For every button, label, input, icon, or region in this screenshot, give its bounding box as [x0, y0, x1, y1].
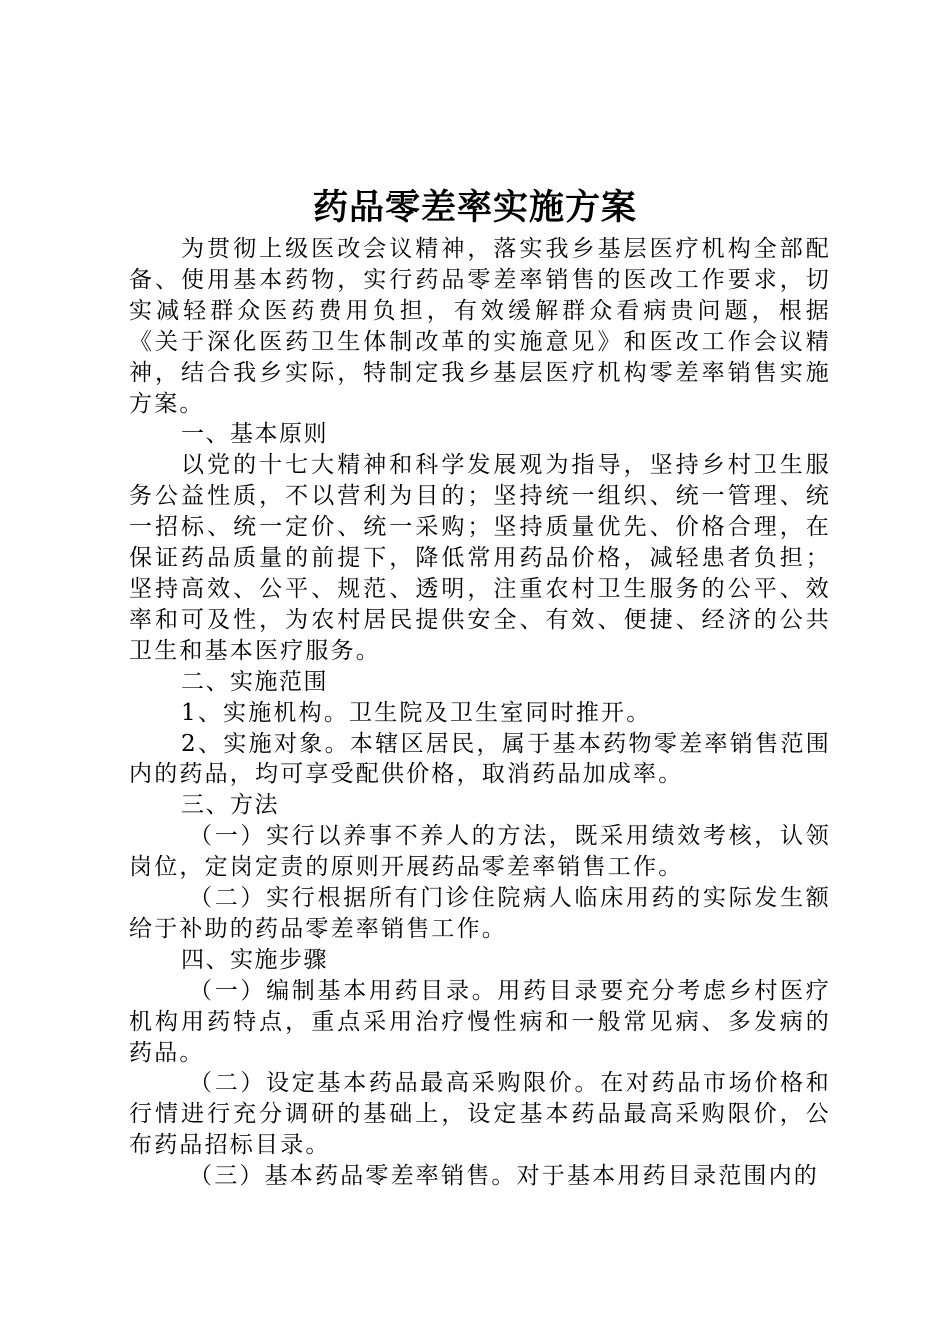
- intro-paragraph: 为贯彻上级医改会议精神，落实我乡基层医疗机构全部配备、使用基本药物，实行药品零差率销售的医改工作要求，切实减轻群众医药费用负担，有效缓解群众看病贵问题，根据《关于深化医药卫生体制改革的实施意见》和医改工作会议精神，结合我乡实际，特制定我乡基层医疗机构零差率销售实施方案。: [129, 236, 831, 417]
- methods-item-1: （一）实行以养事不养人的方法，既采用绩效考核，认领岗位，定岗定责的原则开展药品零差率销售工作。: [129, 823, 831, 881]
- steps-item-1: （一）编制基本用药目录。用药目录要充分考虑乡村医疗机构用药特点，重点采用治疗慢性病和一般常见病、多发病的药品。: [129, 977, 831, 1066]
- section-heading-steps: 四、实施步骤: [181, 946, 328, 973]
- section-heading-principles: 一、基本原则: [181, 421, 328, 448]
- section-heading-scope: 二、实施范围: [181, 668, 328, 695]
- document-body: [129, 234, 831, 1192]
- scope-item-targets: 2、实施对象。本辖区居民，属于基本药物零差率销售范围内的药品，均可享受配供价格，取消药品加成率。: [129, 730, 831, 788]
- methods-item-2: （二）实行根据所有门诊住院病人临床用药的实际发生额给于补助的药品零差率销售工作。: [129, 885, 831, 942]
- steps-item-2: （二）设定基本药品最高采购限价。在对药品市场价格和行情进行充分调研的基础上，设定基本药品最高采购限价，公布药品招标目录。: [129, 1070, 831, 1159]
- steps-item-3: （三）基本药品零差率销售。对于基本用药目录范围内的: [189, 1163, 819, 1190]
- document-title: 药品零差率实施方案: [312, 187, 637, 228]
- scope-item-institutions: 1、实施机构。卫生院及卫生室同时推开。: [181, 699, 652, 726]
- section-heading-methods: 三、方法: [181, 792, 279, 819]
- principles-paragraph: 以党的十七大精神和科学发展观为指导，坚持乡村卫生服务公益性质，不以营利为目的；坚持统一组织、统一管理、统一招标、统一定价、统一采购；坚持质量优先、价格合理，在保证药品质量的前提下，降低常用药品价格，减轻患者负担；坚持高效、公平、规范、透明，注重农村卫生服务的公平、效率和可及性，为农村居民提供安全、有效、便捷、经济的公共卫生和基本医疗服务。: [129, 452, 831, 664]
